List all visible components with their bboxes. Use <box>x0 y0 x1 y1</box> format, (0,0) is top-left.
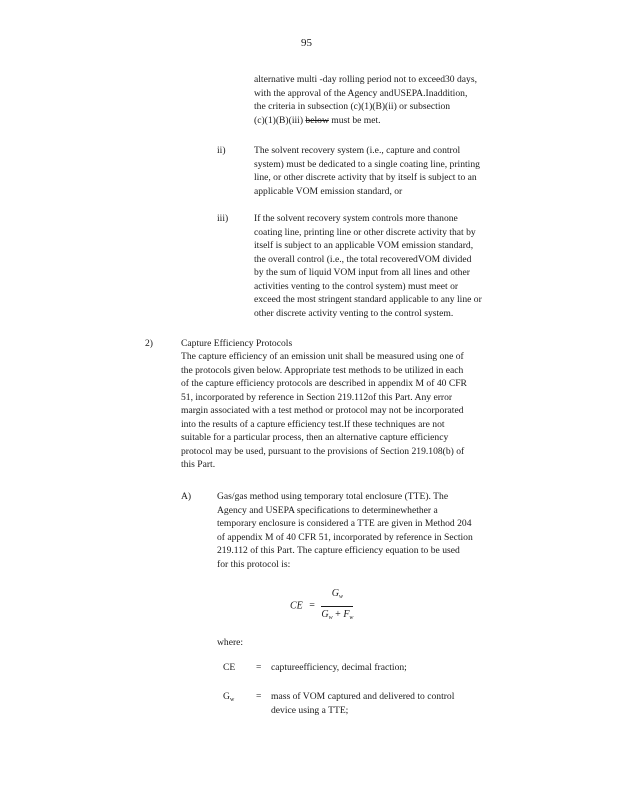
definition-symbol: CE <box>223 662 236 673</box>
text-line <box>254 114 530 128</box>
definition-text <box>271 690 531 717</box>
text-line: 219.112 of this Part. The capture efficiency equation to be used <box>217 545 460 556</box>
item-iii-text <box>254 212 540 320</box>
continuation-paragraph <box>254 73 530 127</box>
text-line: of the capture efficiency protocols are described in appendix M of 40 CFR <box>181 378 467 389</box>
text-line: line, or other discrete activity that by itself is subject to an <box>254 172 477 183</box>
text-line: other discrete activity venting to the control system. <box>254 307 454 319</box>
text-line: alternative multi -day rolling period not to exceed30 days, <box>254 74 477 85</box>
section-2-text <box>181 350 536 472</box>
text-line: suitable for a particular process, then an alternative capture efficiency <box>181 432 449 443</box>
definition-equals: = <box>256 691 262 702</box>
text-line: with the approval of the Agency andUSEPA.Inaddition, <box>254 87 468 99</box>
text-line: The capture efficiency of an emission unit shall be measured using one of <box>181 351 464 362</box>
text-line: The solvent recovery system (i.e., capture and control <box>254 145 461 156</box>
definition-symbol: $G_w$ <box>223 691 235 703</box>
page-number: 95 <box>301 37 312 49</box>
text-line: itself is subject to an applicable VOM emission standard, <box>254 240 474 251</box>
text-line: protocol may be used, pursuant to the provisions of Section 219.108(b) of <box>181 445 465 457</box>
equation-lhs: CE <box>290 600 303 612</box>
text-line: for this protocol is: <box>217 558 291 570</box>
item-ii-text <box>254 144 532 198</box>
item-ii-label: ii) <box>217 145 226 156</box>
text-line: activities venting to the control system) must meet or <box>254 280 459 292</box>
equation-equals: = <box>309 600 315 612</box>
section-2-label: 2) <box>145 338 153 349</box>
text-line: coating line, printing line or other discrete activity that by <box>254 226 476 238</box>
capture-efficiency-equation <box>290 587 353 625</box>
text-line: mass of VOM captured and delivered to control <box>271 691 455 702</box>
equation-denominator: $G_w + F_w$ <box>321 608 354 621</box>
text-line: the criteria in subsection (c)(1)(B)(ii) or subsection <box>254 101 451 112</box>
where-label: where: <box>217 637 244 648</box>
text-line: Agency and USEPA specifications to determinewhether a <box>217 504 438 516</box>
equation-fraction <box>321 587 353 625</box>
text-line: the protocols given below. Appropriate test methods to be utilized in each <box>181 364 464 376</box>
text-fragment: (c)(1)(B)(iii) <box>254 114 304 126</box>
definition-equals: = <box>256 662 262 673</box>
text-line: by the sum of liquid VOM input from all lines and other <box>254 267 470 278</box>
definition-text <box>271 661 531 675</box>
text-line: of appendix M of 40 CFR 51, incorporated by reference in Section <box>217 531 473 543</box>
text-line: exceed the most stringent standard applicable to any line or <box>254 294 482 305</box>
text-line: into the results of a capture efficiency test.If these techniques are not <box>181 418 445 430</box>
item-a-text <box>217 490 535 571</box>
text-line: 51, incorporated by reference in Section 219.112of this Part. Any error <box>181 391 453 403</box>
section-2-heading: Capture Efficiency Protocols <box>181 338 293 349</box>
text-line: Gas/gas method using temporary total enclosure (TTE). The <box>217 491 449 502</box>
equation-numerator: $G_w$ <box>321 587 353 607</box>
text-line: applicable VOM emission standard, or <box>254 185 403 197</box>
text-line: If the solvent recovery system controls more thanone <box>254 213 458 224</box>
item-a-label: A) <box>181 491 192 502</box>
text-line: margin associated with a test method or protocol may not be incorporated <box>181 405 464 416</box>
text-line: captureefficiency, decimal fraction; <box>271 662 407 673</box>
item-iii-label: iii) <box>217 213 229 224</box>
text-line: temporary enclosure is considered a TTE are given in Method 204 <box>217 518 472 529</box>
text-line: system) must be dedicated to a single coating line, printing <box>254 158 480 170</box>
text-line: the overall control (i.e., the total recoveredVOM divided <box>254 253 472 265</box>
text-fragment: must be met. <box>331 114 381 126</box>
text-line: device using a TTE; <box>271 704 349 716</box>
text-line: this Part. <box>181 459 216 470</box>
deleted-text: below <box>305 114 329 126</box>
